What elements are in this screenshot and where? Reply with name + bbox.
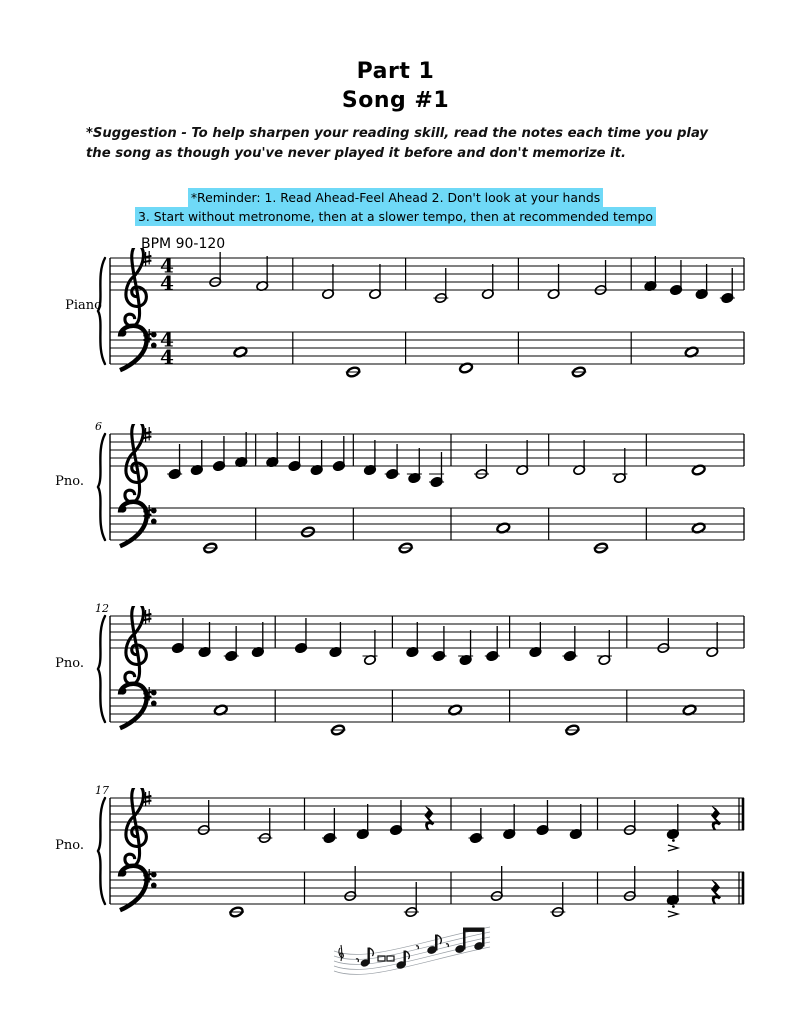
- staff-graphic: [0, 788, 791, 938]
- suggestion-text: *Suggestion - To help sharpen your reading skill, read the notes each time you play the song as though you've never played it before and don't memorize it.: [86, 126, 709, 161]
- instrument-label: Pno.: [55, 656, 84, 671]
- measure-number: 6: [95, 420, 102, 433]
- music-notes-flourish-icon: [326, 918, 496, 980]
- svg-text:4: 4: [160, 253, 174, 278]
- measure-number: 17: [95, 784, 109, 797]
- title-part: Part 1: [356, 59, 435, 84]
- svg-text:4: 4: [160, 327, 174, 352]
- tempo-marking: BPM 90-120: [141, 236, 226, 252]
- measure-number: 12: [95, 602, 109, 615]
- instrument-label: Piano: [65, 298, 102, 313]
- svg-text:4: 4: [160, 271, 174, 295]
- svg-text:4: 4: [160, 345, 174, 369]
- title-song: Song #1: [341, 88, 450, 113]
- reminder-line-2: 3. Start without metronome, then at a slower tempo, then at recommended tempo: [135, 207, 656, 226]
- staff-graphic: [0, 424, 791, 574]
- instrument-label: Pno.: [55, 838, 84, 853]
- reminder-line-1: *Reminder: 1. Read Ahead-Feel Ahead 2. Don't look at your hands: [188, 188, 603, 207]
- staff-system-1: [0, 248, 791, 398]
- instrument-label: Pno.: [55, 474, 84, 489]
- footer-decoration: [326, 918, 496, 980]
- staff-graphic: [0, 606, 791, 756]
- staff-system-3: [0, 602, 791, 756]
- staff-graphic: [0, 248, 791, 398]
- page-title: [0, 58, 791, 116]
- staff-system-4: [0, 784, 791, 938]
- reminder-block: [0, 188, 791, 226]
- staff-system-2: [0, 420, 791, 574]
